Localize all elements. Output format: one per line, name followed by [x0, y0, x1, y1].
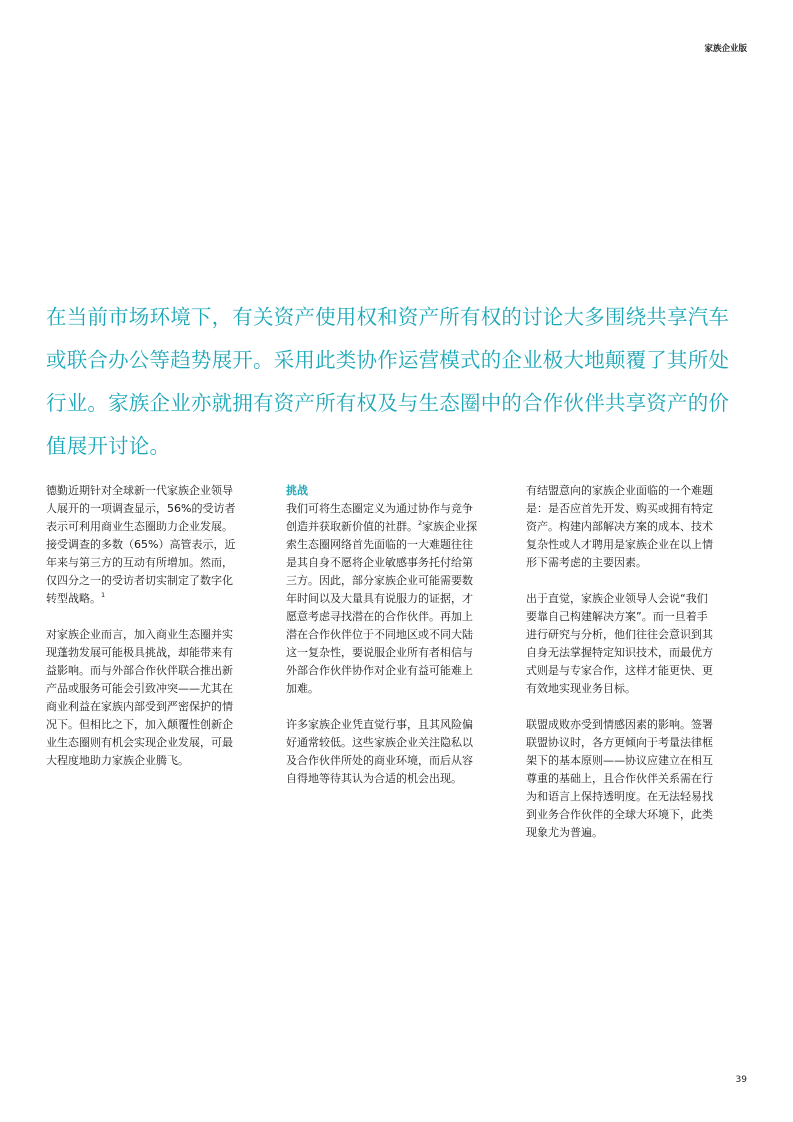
section-heading: 挑战 — [286, 484, 308, 497]
text-line: 进行研究与分析，他们往往会意识到其 — [526, 628, 713, 641]
text-line: 自得地等待其认为合适的机会出现。 — [286, 772, 462, 785]
text-line: 是其自身不愿将企业敏感事务托付给第 — [286, 556, 473, 569]
column-1 — [46, 482, 264, 788]
text-fragment: 家族企业探 — [422, 520, 478, 533]
text-line: 对家族企业而言，加入商业生态圈并实 — [46, 628, 233, 641]
text-line: 架下的基本原则——协议应建立在相互 — [526, 754, 713, 767]
column-2 — [286, 482, 504, 806]
text-line: 接受调查的多数（65%）高管表示，近 — [46, 538, 236, 551]
text-line: 业生态圈则有机会实现企业发展，可最 — [46, 736, 233, 749]
text-line: 尊重的基础上，且合作伙伴关系需在行 — [526, 772, 713, 785]
text-line: 况下。但相比之下，加入颠覆性创新企 — [46, 718, 233, 731]
text-line: 出于直觉，家族企业领导人会说“我们 — [526, 592, 708, 605]
text-line: 要靠自己构建解决方案”。而一旦着手 — [526, 610, 708, 623]
text-line: 复杂性或人才聘用是家族企业在以上情 — [526, 538, 713, 551]
publication-label: 家族企业版 — [704, 44, 747, 54]
text-line: 加难。 — [286, 682, 319, 695]
text-line: 愿意考虑寻找潜在的合作伙伴。再加上 — [286, 610, 473, 623]
paragraph — [286, 500, 504, 698]
lead-quote-line: 行业。家族企业亦就拥有资产所有权及与生态圈中的合作伙伴共享资产的价 — [46, 391, 730, 415]
text-line: 到业务合作伙伴的全球大环境下，此类 — [526, 808, 713, 821]
page-number: 39 — [735, 1075, 747, 1085]
text-line: 好通常较低。这些家族企业关注隐私以 — [286, 736, 473, 749]
text-line: 德勤近期针对全球新一代家族企业领导 — [46, 484, 233, 497]
paragraph — [526, 482, 744, 572]
paragraph — [46, 482, 264, 608]
text-line: 潜在合作伙伴位于不同地区或不同大陆 — [286, 628, 473, 641]
paragraph — [526, 716, 744, 842]
paragraph — [526, 590, 744, 698]
text-line: 有结盟意向的家族企业面临的一个难题 — [526, 484, 713, 497]
text-line: 年时间以及大量具有说服力的证据，才 — [286, 592, 473, 605]
text-fragment: 创造并获取新价值的社群。 — [286, 520, 418, 533]
text-line: 现象尤为普遍。 — [526, 826, 603, 839]
lead-quote — [46, 296, 751, 468]
text-line: 这一复杂性，要说服企业所有者相信与 — [286, 646, 473, 659]
text-line: 商业利益在家族内部受到严密保护的情 — [46, 700, 233, 713]
text-line: 表示可利用商业生态圈助力企业发展。 — [46, 520, 233, 533]
footnote-marker: 2 — [418, 519, 423, 527]
text-line: 三方。因此，部分家族企业可能需要数 — [286, 574, 473, 587]
text-line: 我们可将生态圈定义为通过协作与竞争 — [286, 502, 473, 515]
text-line: 有效地实现业务目标。 — [526, 682, 636, 695]
lead-quote-line: 值展开讨论。 — [46, 434, 171, 458]
footnote-marker: 1 — [101, 591, 106, 599]
paragraph — [46, 626, 264, 770]
text-line: 联盟成败亦受到情感因素的影响。签署 — [526, 718, 713, 731]
text-line: 产品或服务可能会引致冲突——尤其在 — [46, 682, 233, 695]
text-line: 联盟协议时，各方更倾向于考量法律框 — [526, 736, 713, 749]
text-line: 益影响。而与外部合作伙伴联合推出新 — [46, 664, 233, 677]
paragraph — [286, 716, 504, 788]
text-line: 是：是否应首先开发、购买或拥有特定 — [526, 502, 713, 515]
text-line — [46, 590, 264, 608]
text-line: 资产。构建内部解决方案的成本、技术 — [526, 520, 713, 533]
column-3 — [526, 482, 744, 860]
text-line: 为和语言上保持透明度。在无法轻易找 — [526, 790, 713, 803]
text-line: 外部合作伙伴协作对企业有益可能难上 — [286, 664, 473, 677]
text-line: 及合作伙伴所处的商业环境，而后从容 — [286, 754, 473, 767]
lead-quote-line: 或联合办公等趋势展开。采用此类协作运营模式的企业极大地颠覆了其所处 — [46, 348, 730, 372]
text-line: 现蓬勃发展可能极具挑战，却能带来有 — [46, 646, 233, 659]
text-fragment: 转型战略。 — [46, 592, 101, 605]
text-line: 年来与第三方的互动有所增加。然而， — [46, 556, 233, 569]
lead-quote-line: 在当前市场环境下，有关资产使用权和资产所有权的讨论大多围绕共享汽车 — [46, 305, 730, 329]
text-line: 人展开的一项调查显示，56%的受访者 — [46, 502, 236, 515]
text-line: 许多家族企业凭直觉行事，且其风险偏 — [286, 718, 473, 731]
text-line: 索生态圈网络首先面临的一大难题往往 — [286, 538, 473, 551]
text-line: 自身无法掌握特定知识技术，而最优方 — [526, 646, 713, 659]
text-line: 仅四分之一的受访者切实制定了数字化 — [46, 574, 233, 587]
text-line: 形下需考虑的主要因素。 — [526, 556, 647, 569]
text-line: 大程度地助力家族企业腾飞。 — [46, 754, 189, 767]
text-line — [286, 518, 504, 536]
text-line: 式则是与专家合作，这样才能更快、更 — [526, 664, 713, 677]
